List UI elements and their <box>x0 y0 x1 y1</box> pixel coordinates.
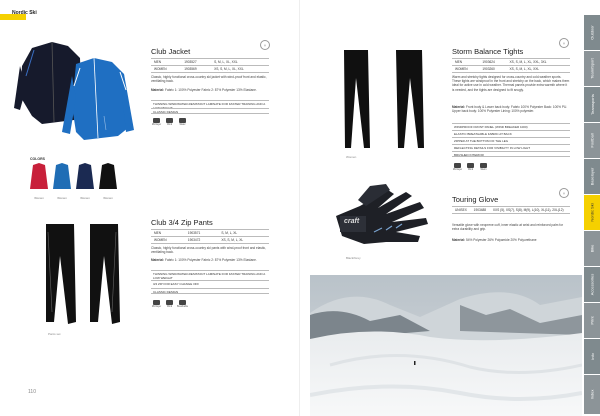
picto-label: Wind <box>166 306 173 308</box>
club-jacket-title: Club Jacket <box>151 47 191 56</box>
snow-landscape-photo <box>310 275 582 416</box>
sidebar-item-football[interactable] <box>584 122 600 158</box>
color-swatches <box>30 163 117 200</box>
wind-picto-icon <box>164 118 175 127</box>
glove-brand-label: craft <box>344 218 360 225</box>
picto-label: Wind <box>166 124 173 126</box>
size-code: 1903527 <box>181 59 211 66</box>
sidebar-item-label: Baselayer <box>589 167 595 186</box>
sidebar-item-accessories[interactable] <box>584 266 600 302</box>
sidebar-item-label: Info <box>589 353 595 360</box>
warm-picto-icon <box>478 163 489 172</box>
storm-tights-size-table <box>452 58 570 73</box>
size-label: MEN <box>452 59 479 66</box>
sidebar-item-label: Index <box>589 389 595 400</box>
page-spine <box>299 0 300 416</box>
mid-layer-picto-icon <box>151 118 162 127</box>
mid-layer-picto-icon <box>452 163 463 172</box>
storm-tights-feature: ELASTIC BREATHABLE FABRIC AT BACK <box>452 130 570 136</box>
jacket-illustration <box>14 36 134 154</box>
picto-label: Breathable <box>176 306 189 308</box>
touring-glove-material <box>452 238 570 242</box>
size-label: WOMEN <box>452 66 479 73</box>
size-values: S, M, L, XL, XXL <box>211 59 269 66</box>
table-row <box>151 59 269 66</box>
size-code: 1903571 <box>185 230 219 237</box>
storm-tights-title: Storm Balance Tights <box>452 47 524 56</box>
table-row <box>452 207 570 214</box>
size-label: MEN <box>151 230 185 237</box>
sidebar-item-label: Bike <box>589 244 595 253</box>
table-row <box>151 230 269 237</box>
swatch <box>76 163 94 200</box>
material-label: Material: <box>452 105 466 109</box>
sidebar-item-print[interactable] <box>584 302 600 338</box>
size-code: 1903569 <box>181 66 211 73</box>
size-values: XS, S, M, L, XL <box>218 237 269 244</box>
material-text: Fabric 1: 100% Polyester Fabric 2: 87% Polyester 13% Elastane. <box>165 88 257 92</box>
side-navigation <box>584 14 600 414</box>
mountain-scene <box>310 275 582 416</box>
sidebar-item-baselayer[interactable] <box>584 158 600 194</box>
size-code: 1903472 <box>185 237 219 244</box>
swatch-label: Women <box>80 196 90 200</box>
picto-label: Mid layer <box>151 124 162 126</box>
blue-jacket-swatch <box>53 163 71 191</box>
size-label: MEN <box>151 59 181 66</box>
table-row <box>151 237 269 244</box>
sidebar-item-label: Teamsports <box>589 94 595 115</box>
size-code: 1903624 <box>479 59 506 66</box>
storm-tights-feature: ZIPPER AT THE BOTTOM OF THE LEG <box>452 137 570 143</box>
zip-pants-feature: CLASSIC DESIGN <box>151 288 269 294</box>
size-label: WOMEN <box>151 237 185 244</box>
pants-illustration <box>38 222 128 330</box>
zip-pants-feature: THINNING WIND/WATER-RESISTANT LAMINATE FOR FASTER TRAINING AND A LOW WEIGHT <box>151 270 269 281</box>
sidebar-item-bike[interactable] <box>584 230 600 266</box>
sidebar-item-teamsport[interactable] <box>584 50 600 86</box>
sidebar-item-teamsports[interactable] <box>584 86 600 122</box>
storm-tights-feature: WINDPROOF FRONT PANEL (WIND BREAKER 1000) <box>452 123 570 129</box>
swatch-label: Women <box>57 196 67 200</box>
zip-pants-material <box>151 258 269 262</box>
storm-tights-feature: REFLECTING DETAILS FOR VISIBILITY IN LOW LIGHT <box>452 144 570 150</box>
zip-pants-size-table <box>151 229 269 244</box>
red-jacket-swatch <box>30 163 48 191</box>
material-label: Material: <box>452 238 466 242</box>
zip-pants-caption: Pants set <box>48 332 61 336</box>
sidebar-item-label: Outdoor <box>589 25 595 40</box>
touring-glove-image <box>330 180 440 260</box>
mid-layer-picto-icon <box>151 300 162 309</box>
size-values: XXS (5), XS(7), S(8), M(9), L(10), XL(11), 2XL(12) <box>490 207 570 214</box>
size-code: 1903260 <box>479 66 506 73</box>
club-jacket-pictos <box>151 118 188 127</box>
club-jacket-description: Classic, highly functional cross-country ski jacket with wind-proof front and elastic, ventilating back. <box>151 75 267 84</box>
table-row <box>151 66 269 73</box>
navy-jacket-swatch <box>76 163 94 191</box>
tights-illustration <box>338 48 434 152</box>
storm-tights-caption: Women <box>346 155 357 159</box>
picto-label: Water <box>179 124 186 126</box>
sidebar-item-label: Accessories <box>589 273 595 296</box>
sidebar-item-outdoor[interactable] <box>584 14 600 50</box>
section-tag-label: Nordic Ski <box>12 10 37 16</box>
touring-glove-caption: Black/Grey <box>346 256 361 260</box>
sidebar-item-nordic-ski[interactable] <box>584 194 600 230</box>
sidebar-item-label: Team/Sport <box>589 58 595 79</box>
page-number: 110 <box>28 389 36 395</box>
swatch-label: Women <box>34 196 44 200</box>
club-jacket-material <box>151 88 269 92</box>
zip-pants-title: Club 3/4 Zip Pants <box>151 218 213 227</box>
storm-tights-feature: BRUSHED INTERIOR <box>452 151 570 157</box>
breathable-picto-icon <box>177 300 188 309</box>
size-code: 1903488 <box>471 207 490 214</box>
sidebar-item-index[interactable] <box>584 374 600 414</box>
touring-glove-badge-icon: ◎ <box>559 188 569 198</box>
material-label: Material: <box>151 258 165 262</box>
touring-glove-description: Versatile glove with neoprene cuff, inner elastic at wrist and reinforced palm for extra durability and grip. <box>452 223 564 232</box>
colors-heading: COLORS <box>30 157 45 161</box>
sidebar-item-label: Nordic Ski <box>589 203 595 222</box>
club-jacket-badge-icon: ◎ <box>260 40 270 50</box>
water-picto-icon <box>177 118 188 127</box>
picto-label: Warm <box>480 169 487 171</box>
size-values: S, M, L, XL <box>218 230 269 237</box>
material-label: Material: <box>151 88 165 92</box>
table-row <box>452 66 570 73</box>
club-jacket-feature: THINNING WIND/WATER-RESISTANT LAMINATE FOR FASTER TRAINING AND A LOW WEIGHT <box>151 100 269 111</box>
material-text: 54% Polyester 26% Polyamide 20% Polyurethane <box>466 238 537 242</box>
sidebar-item-info[interactable] <box>584 338 600 374</box>
material-text: Fabric 1: 100% Polyester Fabric 2: 87% Polyester 13% Elastane. <box>165 258 257 262</box>
swatch <box>30 163 48 200</box>
zip-pants-feature: 3/4 ZIP FOR EASY CHANGE OFF <box>151 280 269 286</box>
black-jacket-swatch <box>99 163 117 191</box>
swatch-label: Women <box>103 196 113 200</box>
size-label: UNISEX <box>452 207 471 214</box>
touring-glove-size-table <box>452 206 570 214</box>
storm-tights-description: Warm and stretchy tights designed for cross-country and cold-weather sports. These tights are windproof in the front and stretchy on the back, which makes them ideal for active use in cold weather. Thermal panels provide extra warmth where it is needed, and the tights are designed to fit snugly. <box>452 75 570 92</box>
storm-tights-badge-icon: ◎ <box>559 38 569 48</box>
zip-pants-description: Classic, highly functional cross-country ski pants with wind-proof front and elastic, ventilating back. <box>151 246 266 255</box>
zip-pants-pictos <box>151 300 188 309</box>
sidebar-item-label: Football <box>589 133 595 148</box>
wind-picto-icon <box>164 300 175 309</box>
size-values: XS, S, M, L, XL, XXL <box>507 66 570 73</box>
table-row <box>452 59 570 66</box>
swatch <box>53 163 71 200</box>
swatch <box>99 163 117 200</box>
picto-label: Wind <box>467 169 474 171</box>
size-values: XS, S, M, L, XL, XXL <box>211 66 269 73</box>
club-jacket-image <box>14 36 134 154</box>
storm-tights-pictos <box>452 163 489 172</box>
zip-pants-image <box>38 222 128 330</box>
picto-label: Mid layer <box>452 169 463 171</box>
sidebar-item-label: Print <box>589 316 595 325</box>
size-values: XS, S, M, L, XL, XXL, 3XL <box>507 59 570 66</box>
wind-picto-icon <box>465 163 476 172</box>
club-jacket-size-table <box>151 58 269 73</box>
material-text: Front body & Lower back body: Fabric 100% Polyester Back: 100% PU. Upper back body: 100% Polyester Lining: 100% polyester. <box>452 105 568 114</box>
picto-label: Mid layer <box>151 306 162 308</box>
touring-glove-title: Touring Glove <box>452 195 499 204</box>
storm-tights-image <box>338 48 434 152</box>
club-jacket-feature: CLASSIC DESIGN <box>151 108 269 114</box>
size-label: WOMEN <box>151 66 181 73</box>
storm-tights-material <box>452 105 570 113</box>
